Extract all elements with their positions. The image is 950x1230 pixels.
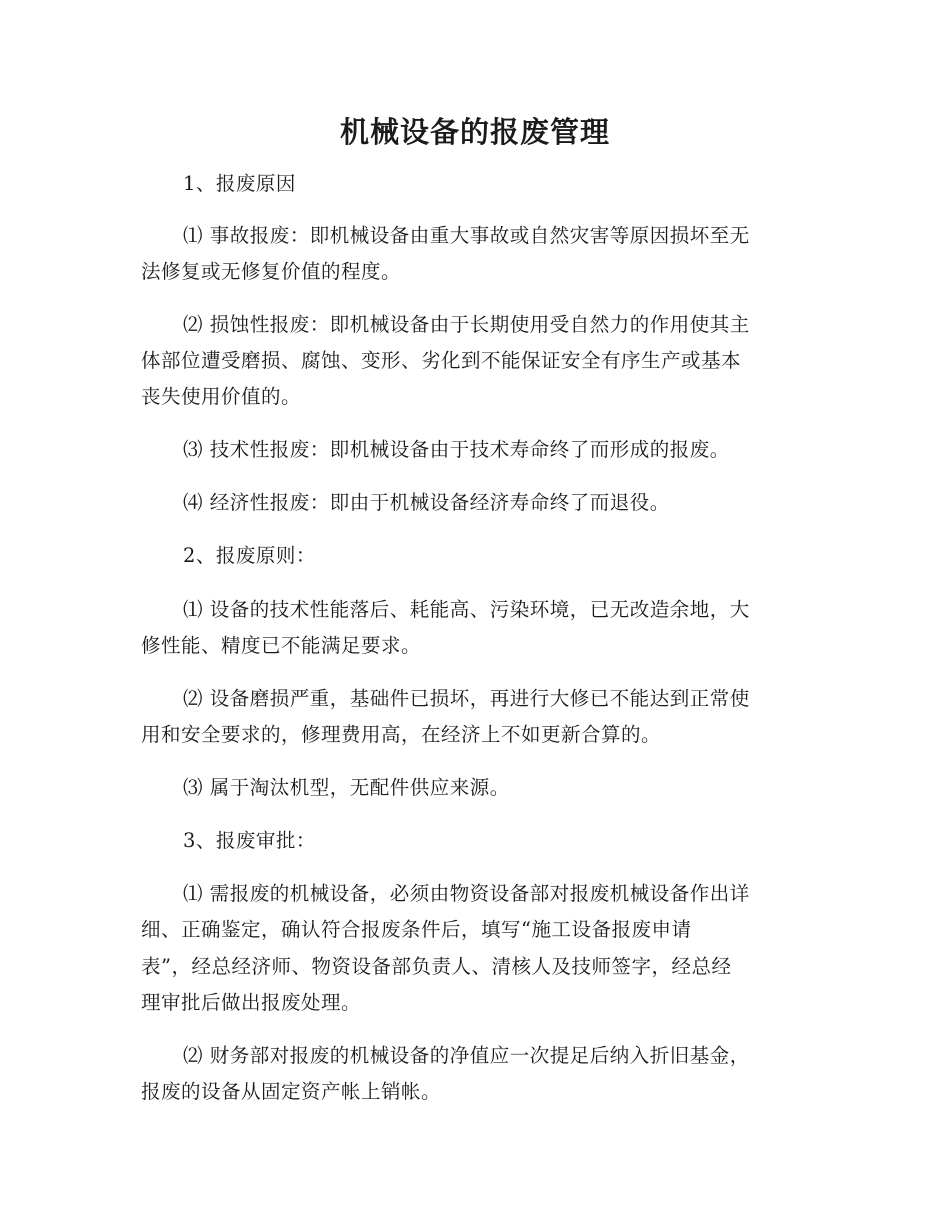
paragraph-line: ⑴ 设备的技术性能落后、耗能高、污染环境，已无改造余地，大 — [183, 598, 750, 621]
paragraph-line: ⑴ 事故报废：即机械设备由重大事故或自然灾害等原因损坏至无 — [183, 224, 750, 247]
paragraph-line: 细、正确鉴定，确认符合报废条件后，填写“施工设备报废申请 — [141, 918, 692, 941]
paragraph-line: 丧失使用价值的。 — [141, 385, 302, 408]
paragraph-line: 修性能、精度已不能满足要求。 — [141, 634, 422, 657]
paragraph-line: ⑶ 技术性报废：即机械设备由于技术寿命终了而形成的报废。 — [183, 438, 730, 461]
section-heading-scrap-principles: 2、报废原则： — [183, 544, 316, 567]
paragraph-line: 法修复或无修复价值的程度。 — [141, 260, 402, 283]
paragraph-line: ⑵ 设备磨损严重，基础件已损坏，再进行大修已不能达到正常使 — [183, 687, 750, 710]
paragraph-line: ⑴ 需报废的机械设备，必须由物资设备部对报废机械设备作出详 — [183, 882, 750, 905]
paragraph-line: ⑵ 损蚀性报废：即机械设备由于长期使用受自然力的作用使其主 — [183, 313, 750, 336]
document-title: 机械设备的报废管理 — [339, 115, 610, 149]
paragraph-line: 报废的设备从固定资产帐上销帐。 — [141, 1080, 442, 1103]
paragraph-line: 理审批后做出报废处理。 — [141, 991, 362, 1014]
section-heading-scrap-reasons: 1、报废原因 — [183, 172, 296, 195]
paragraph-line: 体部位遭受磨损、腐蚀、变形、劣化到不能保证安全有序生产或基本 — [141, 349, 742, 372]
section-heading-scrap-approval: 3、报废审批： — [183, 829, 316, 852]
paragraph-line: ⑷ 经济性报废：即由于机械设备经济寿命终了而退役。 — [183, 491, 670, 514]
paragraph-line: 表”，经总经济师、物资设备部负责人、清核人及技师签字，经总经 — [141, 955, 732, 978]
paragraph-line: ⑵ 财务部对报废的机械设备的净值应一次提足后纳入折旧基金， — [183, 1044, 750, 1067]
paragraph-line: 用和安全要求的，修理费用高，在经济上不如更新合算的。 — [141, 723, 662, 746]
paragraph-line: ⑶ 属于淘汰机型，无配件供应来源。 — [183, 776, 510, 799]
